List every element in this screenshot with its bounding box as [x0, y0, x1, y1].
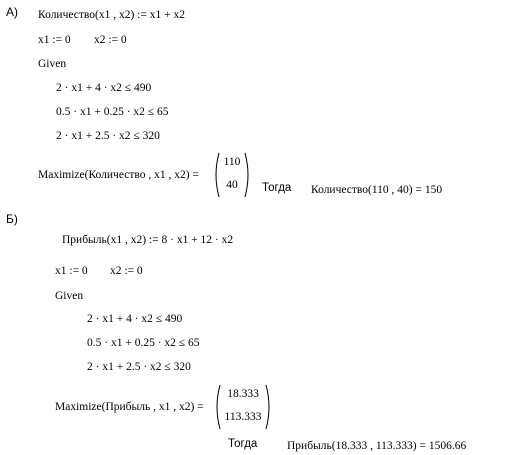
part-a-constraint-1[interactable]: 2 · x1 + 4 · x2 ≤ 490: [56, 82, 152, 94]
part-b-then-label: Тогда: [228, 438, 258, 450]
part-a-init-x1[interactable]: x1 := 0: [38, 34, 71, 46]
part-a-maximize-expression[interactable]: Maximize(Количество , x1 , x2) =: [38, 169, 199, 181]
part-b-result-x1: 18.333: [227, 388, 259, 400]
part-b-result-x2: 113.333: [224, 411, 262, 423]
part-a-function-definition[interactable]: Количество(x1 , x2) := x1 + x2: [38, 9, 185, 21]
part-b-constraint-1[interactable]: 2 · x1 + 4 · x2 ≤ 490: [87, 313, 183, 325]
part-a-then-label: Тогда: [262, 182, 292, 194]
part-b-init-x2[interactable]: x2 := 0: [110, 265, 143, 277]
part-b-init-x1[interactable]: x1 := 0: [55, 265, 88, 277]
part-b-function-definition[interactable]: Прибыль(x1 , x2) := 8 · x1 + 12 · x2: [62, 234, 234, 246]
part-b-given-keyword[interactable]: Given: [55, 290, 84, 302]
part-a-result-x2: 40: [226, 179, 238, 191]
part-a-final-evaluation[interactable]: Количество(110 , 40) = 150: [311, 184, 443, 196]
part-a-constraint-2[interactable]: 0.5 · x1 + 0.25 · x2 ≤ 65: [56, 106, 169, 118]
part-a-result-x1: 110: [223, 156, 241, 168]
part-a-constraint-3[interactable]: 2 · x1 + 2.5 · x2 ≤ 320: [56, 130, 160, 142]
part-b-label: Б): [6, 212, 18, 226]
part-a-given-keyword[interactable]: Given: [38, 58, 67, 70]
part-a-label: А): [6, 5, 18, 19]
part-a-init-x2[interactable]: x2 := 0: [94, 34, 127, 46]
part-b-maximize-expression[interactable]: Maximize(Прибыль , x1 , x2) =: [55, 401, 204, 413]
part-b-constraint-3[interactable]: 2 · x1 + 2.5 · x2 ≤ 320: [87, 361, 191, 373]
part-b-constraint-2[interactable]: 0.5 · x1 + 0.25 · x2 ≤ 65: [87, 337, 200, 349]
part-b-final-evaluation[interactable]: Прибыль(18.333 , 113.333) = 1506.66: [287, 440, 467, 452]
